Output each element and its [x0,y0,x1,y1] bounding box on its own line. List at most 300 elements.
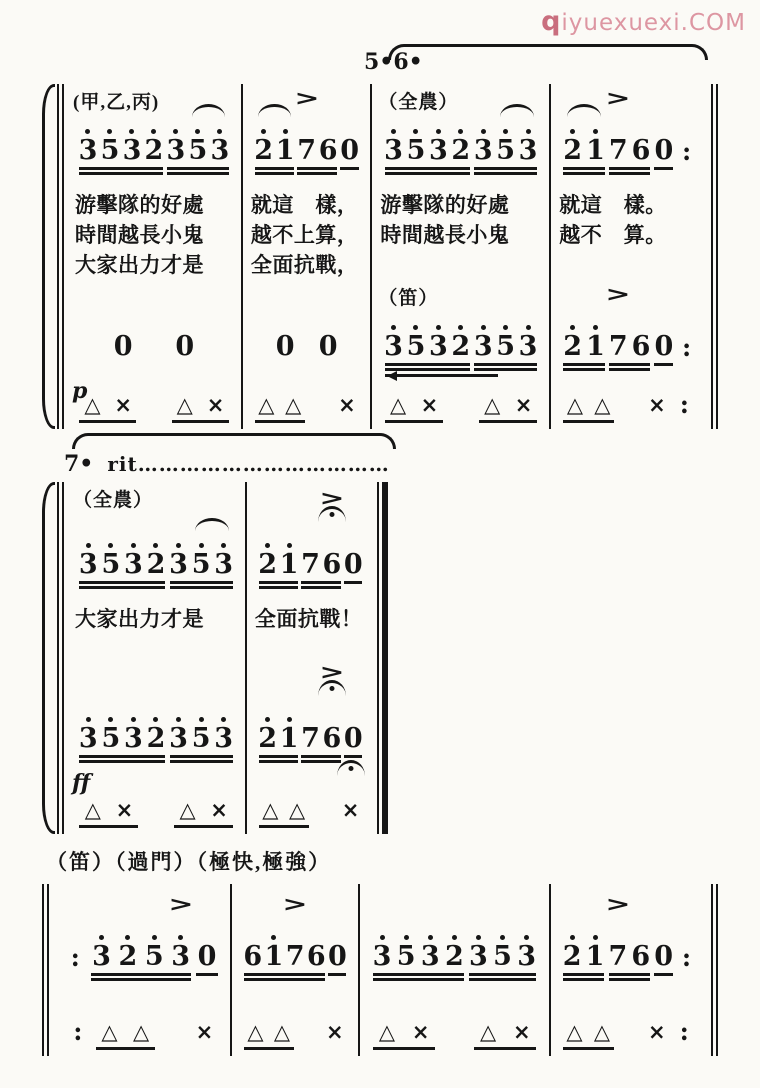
glyph: 0 [275,331,295,362]
perc-symbol [404,1013,438,1044]
accent-icon: > [319,486,345,510]
lyrics-block [372,180,549,250]
beam-line [563,978,605,981]
glyph: 0 [197,941,217,972]
glyph: 2 [258,549,278,580]
beam-line [79,167,162,170]
note-digit [100,543,123,578]
row-lyrics [372,180,549,280]
octave-dot-icon [436,325,441,330]
slur-arc-icon [258,104,290,117]
note-digit [296,129,317,164]
slur-arc-icon [195,518,229,531]
lyrics-block [247,594,374,634]
barline [62,482,64,834]
note-digit [494,129,516,164]
beam-line [170,760,233,763]
measure [372,84,551,429]
note-spacer [140,814,172,822]
note-digit [321,717,342,752]
beam-line [373,978,464,981]
row-perc [372,376,549,429]
row-perc [67,376,241,429]
octave-dot-icon [199,717,204,722]
glyph: 6 [631,941,651,972]
octave-dot-icon [131,543,136,548]
perc-symbol [203,791,235,822]
glyph: △ [84,392,101,417]
glyph: △ [285,392,302,417]
beam-line [259,586,299,589]
perc-symbol [643,1013,670,1044]
beam-line [474,368,537,371]
row-perc [52,986,230,1056]
measures-container [67,482,374,834]
row-perc [243,376,370,429]
accent-icon: > [294,86,320,110]
slur-arc-icon [567,104,601,117]
note-digit [143,129,165,164]
glyph: 7 [297,135,317,166]
glyph: × [648,392,666,417]
glyph: 5 [101,549,121,580]
glyph: 6 [322,549,342,580]
octave-dot-icon [221,543,226,548]
final-barline [382,482,388,834]
note-spacer [253,352,274,360]
barline [716,84,718,429]
glyph: 3 [210,135,230,166]
row-melody1 [243,84,370,180]
note-digit [317,129,338,164]
repeat-dots [671,384,698,417]
octave-dot-icon [265,717,270,722]
note-digit [77,543,100,578]
beam-line [259,760,299,763]
notes-row [370,926,539,970]
row-melody2 [243,280,370,376]
beam-line [609,172,650,175]
octave-dot-icon [125,935,130,940]
glyph: 0 [654,135,674,166]
octave-dot-icon [481,325,486,330]
volta-bracket-7 [72,433,396,449]
notes-row [370,1010,539,1044]
beam-line [244,978,325,981]
beam-line [301,755,341,758]
note-digit [145,717,168,752]
perc-symbol [108,386,139,417]
note-spacer [307,409,334,417]
octave-dot-icon [380,935,385,940]
beam-line [340,167,358,170]
glyph: 7 [301,549,320,580]
glyph: 6 [631,331,651,362]
glyph: 3 [122,135,142,166]
row-perc [551,986,708,1056]
perc-symbol [414,386,445,417]
glyph: △ [389,392,407,417]
note-digit [652,935,675,970]
note-digit [584,129,607,164]
note-digit [607,325,630,360]
perc-symbol [200,386,231,417]
note-digit [187,129,209,164]
octave-dot-icon [151,129,156,134]
glyph: 3 [169,549,188,580]
note-digit [253,129,274,164]
note-digit [300,717,321,752]
part-label: （全農） [73,490,154,511]
note-digit [427,129,449,164]
glyph: 5 [493,941,512,972]
note-digit [561,129,584,164]
lyric-line: 就這 樣， [250,193,359,217]
note-digit [450,325,472,360]
glyph: × [206,392,225,417]
glyph: △ [566,1019,583,1044]
note-spacer [200,352,231,360]
barline [377,482,379,834]
glyph: △ [566,392,584,417]
note-digit [145,543,168,578]
beam-line [255,420,305,423]
beam-line [167,172,228,175]
glyph: × [210,797,228,822]
notes-row [77,788,235,822]
notes-row [561,892,698,972]
section-heading: （笛）（過門）（極快,極強） [46,850,332,874]
glyph: 7 [608,331,628,362]
beam-line [563,973,605,976]
beam-line [91,978,192,981]
note-digit [370,935,394,970]
repeat-dots [675,131,698,164]
beam-line [167,167,228,170]
note-digit [630,325,653,360]
beam-line [474,172,537,175]
glyph: 1 [279,549,299,580]
row-lyrics [67,180,241,280]
row-melody1 [67,84,241,180]
glyph: 5 [144,941,164,972]
note-digit [561,325,584,360]
perc-symbol [589,386,616,417]
glyph: 2 [562,941,582,972]
octave-dot-icon [108,543,113,548]
octave-dot-icon [428,935,433,940]
beam-line [301,581,341,584]
glyph: 3 [384,331,403,362]
volta-label-5-6: 5•6• [364,49,423,75]
note-digit [167,717,190,752]
row-perc [67,768,245,834]
note-digit [515,935,539,970]
perc-symbol [109,791,141,822]
glyph: 5 [191,549,211,580]
glyph: 3 [518,331,538,362]
perc-symbol [94,1013,126,1044]
glyph: 3 [518,135,538,166]
part-label: (甲,乙,丙) [73,92,160,113]
beam-line [244,973,325,976]
beam-line [91,973,192,976]
note-digit [382,325,404,360]
glyph: 3 [78,549,98,580]
note-digit [257,717,278,752]
note-digit [122,717,145,752]
notes-row [382,383,539,417]
perc-symbol [257,791,284,822]
glyph: 6 [243,941,263,972]
glyph: : [682,333,692,362]
notes-row [77,120,231,164]
glyph: 5 [406,331,426,362]
note-digit [100,717,123,752]
row-perc [551,376,708,429]
perc-symbol [189,1013,221,1044]
glyph: 0 [343,723,363,754]
note-spacer [310,814,337,822]
notes-row [242,1010,348,1044]
glyph: 0 [328,941,347,972]
row-melody1 [67,482,245,594]
beam-line [344,581,362,584]
lyrics-block [67,594,245,634]
barline [47,884,49,1056]
octave-dot-icon [413,325,418,330]
notes-row [561,86,698,166]
glyph: 6 [318,135,338,166]
octave-dot-icon [195,129,200,134]
beam-line [79,581,165,584]
glyph: △ [262,797,279,822]
glyph: △ [179,797,196,822]
glyph: 3 [420,941,440,972]
beam-line [563,420,614,423]
octave-dot-icon [452,935,457,940]
glyph: △ [378,1019,395,1044]
octave-dot-icon [271,935,276,940]
notes-row [253,316,360,360]
note-spacer [77,352,108,360]
beam-line [563,363,604,366]
glyph: : [679,1017,689,1046]
glyph: : [682,137,692,166]
note-digit [169,325,200,360]
end-barlines [374,482,388,834]
octave-dot-icon [131,717,136,722]
glyph: 5 [191,723,211,754]
watermark-logo-q: q [541,6,562,37]
beam-line [609,978,651,981]
octave-dot-icon [476,935,481,940]
glyph: 1 [586,135,605,166]
note-digit [472,129,494,164]
perc-symbol [169,386,200,417]
glyph: △ [484,392,501,417]
glyph: × [195,1019,214,1044]
beam-line [563,167,604,170]
perc-symbol [643,386,670,417]
watermark-text: iyuexuexi.COM [561,10,746,36]
glyph: 2 [146,549,166,580]
note-digit [212,717,235,752]
barline [57,84,59,429]
glyph: △ [288,797,306,822]
notes-row [77,316,231,360]
glyph: 3 [169,723,188,754]
part-label: （笛） [378,288,439,309]
repeat-dots [675,327,698,360]
row-perc [360,986,549,1056]
glyph: × [115,797,134,822]
glyph: 2 [563,135,583,166]
note-digit [494,325,516,360]
note-digit [167,543,190,578]
beam-line [609,363,650,366]
perc-symbol [505,1013,539,1044]
beam-line [609,973,651,976]
beam-line [385,172,470,175]
note-digit [339,129,360,164]
glyph: △ [593,1019,610,1044]
note-spacer [438,1036,472,1044]
note-digit [77,717,100,752]
beam-line [79,825,137,828]
note-spacer [157,1036,189,1044]
glyph: 2 [144,135,164,166]
octave-dot-icon [107,129,112,134]
note-digit [194,935,220,970]
beam-line [259,825,309,828]
octave-dot-icon [391,129,396,134]
perc-symbol [477,386,508,417]
glyph: 5 [406,135,426,166]
note-digit [108,325,139,360]
note-spacer [139,409,170,417]
note-digit [306,935,327,970]
lyric-line: 全面抗戰！ [254,607,363,631]
beam-line [255,172,295,175]
row-melody2 [247,660,374,768]
notes-row [382,316,539,360]
notes-row [561,383,698,417]
perc-symbol [334,386,361,417]
beam-line [654,363,673,366]
glyph: 0 [654,941,674,972]
beam-line [654,973,673,976]
octave-dot-icon [481,129,486,134]
note-digit [115,935,141,970]
row-melody [232,884,358,986]
beam-line [609,167,650,170]
row-melody2 [67,670,245,768]
glyph: 3 [78,723,98,754]
accent-icon: > [605,892,631,916]
note-digit [122,543,145,578]
row-melody1 [551,84,708,180]
volta-7-number: 7• [64,451,94,477]
beam-line [255,167,295,170]
octave-dot-icon [500,935,505,940]
beam-line [170,755,233,758]
perc-symbol [322,1013,348,1044]
octave-dot-icon [178,935,183,940]
beam-line [196,973,218,976]
glyph: × [420,392,439,417]
glyph: 1 [586,331,605,362]
beam-line [96,1047,155,1050]
octave-dot-icon [199,543,204,548]
note-digit [274,129,295,164]
perc-symbol [337,791,364,822]
row-lyrics [67,594,245,670]
glyph: 6 [306,941,326,972]
glyph: × [338,392,356,417]
glyph: 0 [340,135,359,166]
beam-line [385,368,470,371]
measure [243,84,372,429]
beam-line [170,581,233,584]
row-melody1 [247,482,374,594]
note-digit [584,935,607,970]
note-digit [584,325,607,360]
notes-row [62,1010,220,1044]
note-digit [141,935,167,970]
glyph: △ [101,1019,118,1044]
glyph: 1 [264,941,284,972]
perc-symbol [561,386,588,417]
octave-dot-icon [99,935,104,940]
barline [711,884,713,1056]
measure [247,482,374,834]
end-barlines [708,884,718,1056]
note-spacer [139,352,170,360]
octave-dot-icon [413,129,418,134]
row-lyrics [243,180,370,280]
note-digit [190,543,213,578]
beam-line [609,368,650,371]
beam-line [469,973,536,976]
octave-dot-icon [153,543,158,548]
notes-row [242,892,348,972]
score-system-2 [42,482,388,834]
perc-symbol [269,1013,295,1044]
note-digit [629,935,652,970]
site-watermark [541,6,746,37]
glyph: : [679,390,689,419]
glyph: 6 [631,135,651,166]
note-digit [300,543,321,578]
beam-line [563,172,604,175]
row-perc [247,768,374,834]
octave-dot-icon [86,543,91,548]
repeat-dots [62,1011,94,1044]
repeat-dots [62,937,88,970]
score-system-1 [42,84,718,429]
beam-line [79,760,165,763]
octave-dot-icon [391,325,396,330]
beam-line [174,825,232,828]
glyph: × [648,1019,666,1044]
glyph: 3 [384,135,403,166]
notes-row [382,120,539,164]
octave-dot-icon [503,129,508,134]
beam-line [172,420,229,423]
octave-dot-icon [287,717,292,722]
beam-line [474,363,537,366]
